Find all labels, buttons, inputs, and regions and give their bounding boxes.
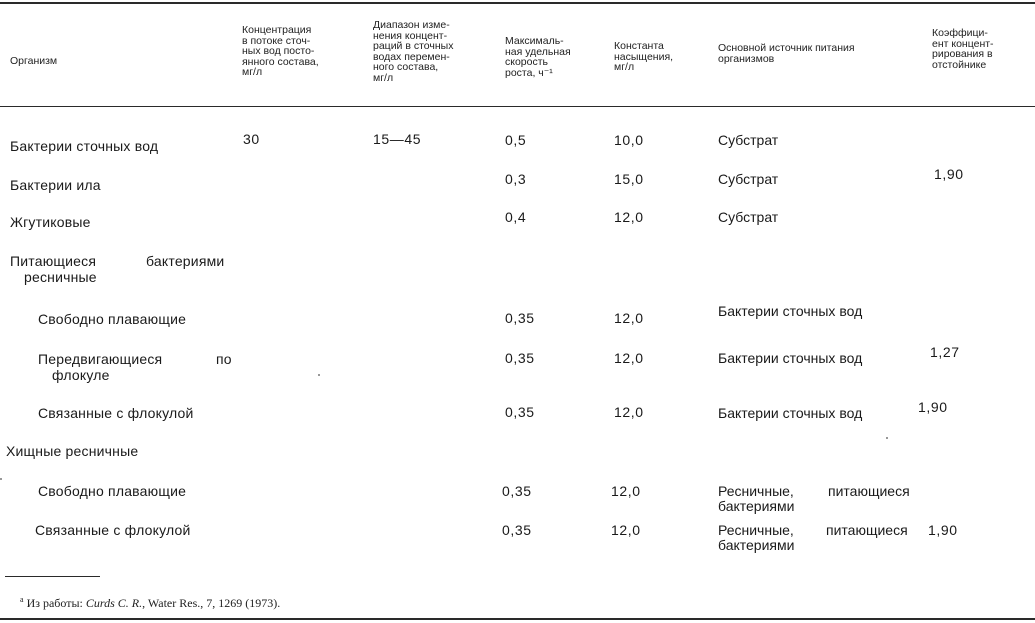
row-concentration-coefficient: 1,90 (934, 166, 964, 182)
row-food-source-line2: бактериями (718, 537, 795, 553)
row-organism-line1-b: по (216, 351, 232, 367)
row-food-source: Субстрат (718, 132, 779, 148)
row-food-source-line1-b: питающиеся (826, 522, 908, 538)
footnote-prefix: Из работы: (26, 596, 86, 610)
bottom-rule (0, 618, 1035, 620)
row-food-source: Субстрат (718, 171, 779, 187)
row-organism-line2: ресничные (24, 269, 97, 285)
scan-speck (886, 437, 888, 439)
row-growth-rate: 0,3 (505, 171, 527, 187)
row-growth-rate: 0,35 (505, 350, 535, 366)
footnote-citation: , Water Res., 7, 1269 (1973). (142, 596, 281, 610)
row-saturation-constant: 10,0 (614, 132, 644, 148)
row-saturation-constant: 12,0 (614, 209, 644, 225)
row-concentration: 30 (243, 131, 260, 147)
footnote-separator (5, 576, 100, 577)
scan-speck (0, 478, 2, 480)
scan-speck (318, 374, 320, 376)
row-concentration-coefficient: 1,90 (918, 399, 948, 415)
row-organism: Бактерии ила (10, 177, 101, 193)
row-growth-rate: 0,35 (505, 310, 535, 326)
header-food-source: Основной источник питания организмов (718, 42, 855, 65)
row-growth-rate: 0,4 (505, 209, 527, 225)
row-food-source: Бактерии сточных вод (718, 303, 863, 319)
footnote (20, 595, 280, 611)
row-organism: Связанные с флокулой (38, 405, 194, 421)
row-saturation-constant: 15,0 (614, 171, 644, 187)
footnote-author: Curds C. R. (85, 596, 143, 610)
row-organism-line1-a: Передвигающиеся (38, 351, 163, 367)
row-organism-line2: флокуле (52, 367, 110, 383)
row-organism: Хищные ресничные (6, 443, 139, 459)
top-rule (0, 2, 1035, 4)
row-concentration-coefficient: 1,90 (928, 522, 958, 538)
header-range: Диапазон изме- нения концент- раций в сточных водах перемен- ного состава, мг/л (373, 19, 454, 84)
row-growth-rate: 0,35 (502, 483, 532, 499)
row-food-source-line1-b: питающиеся (828, 483, 910, 499)
row-food-source-line1-a: Ресничные, (718, 522, 794, 538)
row-food-source: Бактерии сточных вод (718, 405, 863, 421)
row-organism-line1-b: бактериями (146, 253, 225, 269)
row-saturation-constant: 12,0 (611, 522, 641, 538)
row-growth-rate: 0,35 (502, 522, 532, 538)
header-concentration: Концентрация в потоке сточ- ных вод посто- янного состава, мг/л (242, 24, 319, 78)
header-saturation-constant: Константа насыщения, мг/л (614, 40, 674, 73)
header-concentration-coefficient: Коэффици- ент концент- рирования в отстойнике (932, 27, 994, 71)
row-organism: Бактерии сточных вод (10, 138, 159, 154)
row-organism: Жгутиковые (10, 214, 91, 230)
header-rule (0, 106, 1035, 107)
row-food-source: Бактерии сточных вод (718, 350, 863, 366)
row-concentration-coefficient: 1,27 (930, 344, 960, 360)
row-organism-line1-a: Питающиеся (10, 253, 97, 269)
header-max-growth-rate: Максималь- ная удельная скорость роста, ч⁻¹ (505, 35, 571, 79)
row-saturation-constant: 12,0 (611, 483, 641, 499)
row-organism: Свободно плавающие (38, 483, 187, 499)
footnote-marker: a (20, 595, 24, 604)
row-food-source-line2: бактериями (718, 498, 795, 514)
row-food-source-line1-a: Ресничные, (718, 483, 794, 499)
row-saturation-constant: 12,0 (614, 404, 644, 420)
row-organism: Свободно плавающие (38, 311, 187, 327)
row-growth-rate: 0,5 (505, 132, 527, 148)
row-food-source: Субстрат (718, 209, 779, 225)
row-saturation-constant: 12,0 (614, 310, 644, 326)
row-range: 15—45 (373, 131, 422, 147)
header-organism: Организм (10, 55, 58, 67)
row-organism: Связанные с флокулой (35, 522, 191, 538)
row-growth-rate: 0,35 (505, 404, 535, 420)
row-saturation-constant: 12,0 (614, 350, 644, 366)
